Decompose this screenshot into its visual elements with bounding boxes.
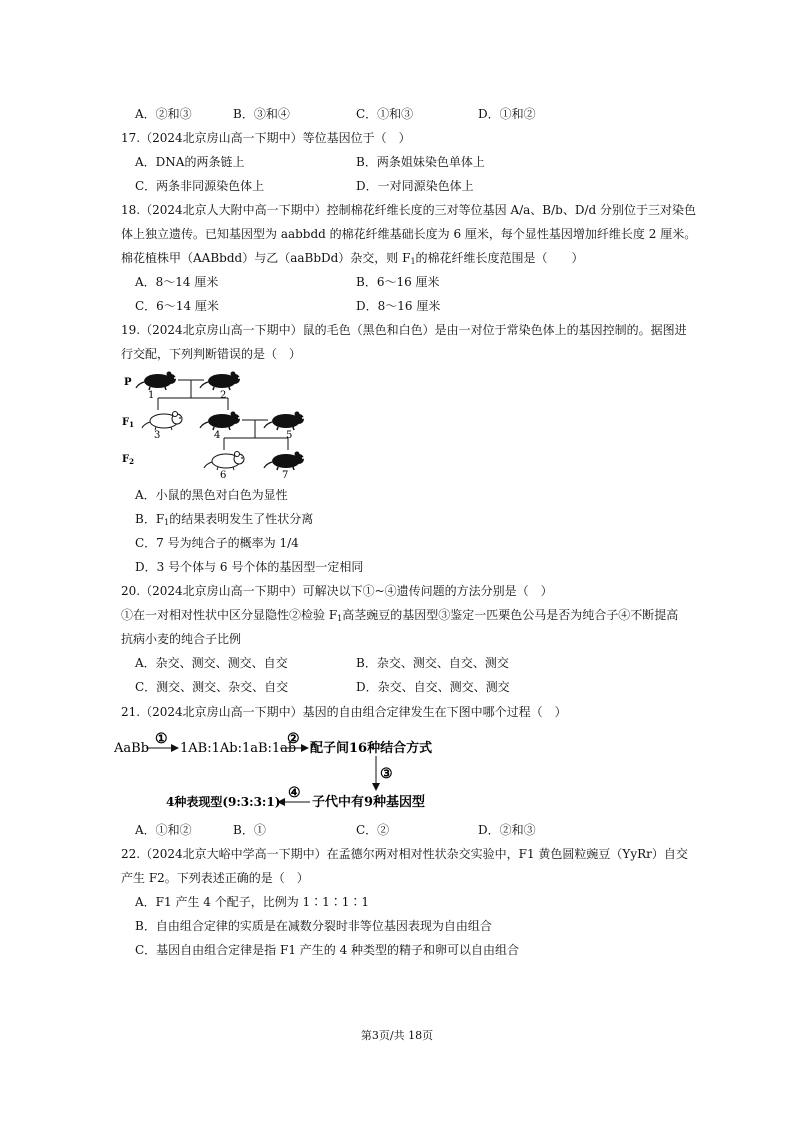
q20-option-b[interactable]: B．杂交、测交、自交、测交	[356, 656, 509, 670]
id-1: 1	[148, 390, 155, 401]
q18-option-d[interactable]: D．8～16 厘米	[356, 299, 441, 313]
q20-desc-line-2: 抗病小麦的纯合子比例	[121, 632, 242, 646]
q16-option-b[interactable]: B．③和④	[233, 107, 290, 121]
gen-label-f2-sub: 2	[129, 457, 134, 466]
q20-stem: 20.（2024北京房山高一下期中）可解决以下①~④遗传问题的方法分别是（ ）	[121, 584, 553, 598]
q18-option-c[interactable]: C．6～14 厘米	[135, 299, 219, 313]
gen-label-p: P	[124, 377, 132, 388]
q20-option-c[interactable]: C．测交、测交、杂交、自交	[135, 680, 289, 694]
id-3: 3	[154, 430, 161, 441]
q18-stem-line-3-tail: 的棉花纤维长度范围是（ ）	[415, 251, 584, 265]
q22-option-a[interactable]: A．F1 产生 4 个配子，比例为 1∶1∶1∶1	[135, 895, 370, 909]
gen-label-f1-letter: F	[122, 417, 130, 428]
gen-label-f1-sub: 1	[129, 420, 134, 429]
q19-option-b-prefix: B．F	[135, 512, 165, 526]
q20-desc-part-1: ①在一对相对性状中区分显隐性②检验 F	[121, 608, 338, 622]
mouse-6-white	[204, 452, 244, 471]
mouse-pedigree-diagram	[118, 368, 318, 483]
flow-step-4: ④	[288, 785, 301, 801]
q19-stem-line-1: 19.（2024北京房山高一下期中）鼠的毛色（黑色和白色）是由一对位于常染色体上的基因控制的。据图进	[121, 323, 687, 337]
id-2: 2	[220, 390, 227, 401]
q17-option-a[interactable]: A．DNA的两条链上	[135, 155, 245, 169]
q18-stem-line-1: 18.（2024北京人大附中高一下期中）控制棉花纤维长度的三对等位基因 A/a、B/b、D/d 分别位于三对染色	[121, 203, 697, 217]
flow-step-3: ③	[380, 766, 393, 782]
q20-option-a[interactable]: A．杂交、测交、测交、自交	[135, 656, 288, 670]
q17-option-b[interactable]: B．两条姐妹染色单体上	[356, 155, 485, 169]
q21-option-b[interactable]: B．①	[233, 823, 266, 837]
id-4: 4	[214, 430, 221, 441]
q20-desc-part-2: 高茎豌豆的基因型③鉴定一匹栗色公马是否为纯合子④不断提高	[342, 608, 679, 622]
q20-desc-line-1	[121, 606, 678, 628]
q22-stem-line-1: 22.（2024北京大峪中学高一下期中）在孟德尔两对相对性状杂交实验中，F1 黄色圆粒豌豆（YyRr）自交	[121, 847, 688, 861]
id-7: 7	[282, 470, 289, 481]
q21-option-c[interactable]: C．②	[356, 823, 390, 837]
q17-option-d[interactable]: D．一对同源染色体上	[356, 179, 474, 193]
flow-phenotypes: 4种表现型(9:3:3:1)	[166, 795, 281, 809]
q19-option-c[interactable]: C．7 号为纯合子的概率为 1/4	[135, 536, 299, 550]
mouse-4-black	[200, 412, 240, 431]
q22-option-b[interactable]: B．自由组合定律的实质是在减数分裂时非等位基因表现为自由组合	[135, 919, 492, 933]
mouse-2-black	[200, 372, 240, 391]
q16-option-a[interactable]: A．②和③	[135, 107, 192, 121]
gene-flow-diagram	[112, 726, 452, 816]
q21-option-d[interactable]: D．②和③	[478, 823, 536, 837]
q19-option-b-text: 的结果表明发生了性状分离	[169, 512, 314, 526]
q18-stem-line-2: 体上独立遗传。已知基因型为 aabbdd 的棉花纤维基础长度为 6 厘米，每个显性基因增加纤维长度 2 厘米。	[121, 227, 697, 241]
gen-label-f1	[122, 417, 134, 429]
id-5: 5	[286, 430, 293, 441]
q17-stem: 17.（2024北京房山高一下期中）等位基因位于（ ）	[121, 131, 411, 145]
flow-combos: 配子间16种结合方式	[310, 741, 433, 756]
page-footer: 第3页/共 18页	[360, 1029, 434, 1042]
q18-stem-line-3	[121, 249, 584, 271]
mouse-5-black	[264, 412, 304, 431]
q18-f1-subscript: 1	[410, 257, 416, 266]
flow-start: AaBb	[114, 741, 150, 756]
q21-stem: 21.（2024北京房山高一下期中）基因的自由组合定律发生在下图中哪个过程（ ）	[121, 705, 567, 719]
q19-option-b-sub: 1	[164, 518, 170, 527]
q20-option-d[interactable]: D．杂交、自交、测交、测交	[356, 680, 510, 694]
id-6: 6	[220, 470, 227, 481]
q19-option-d[interactable]: D．3 号个体与 6 号个体的基因型一定相同	[135, 560, 364, 574]
gen-label-f2-letter: F	[122, 454, 130, 465]
q18-option-a[interactable]: A．8～14 厘米	[135, 275, 219, 289]
q22-stem-line-2: 产生 F2。下列表述正确的是（ ）	[121, 871, 309, 885]
q16-option-c[interactable]: C．①和③	[356, 107, 414, 121]
flow-genotypes: 子代中有9种基因型	[312, 795, 426, 810]
q18-option-b[interactable]: B．6～16 厘米	[356, 275, 440, 289]
q19-stem-line-2: 行交配，下列判断错误的是（ ）	[121, 347, 302, 361]
q18-stem-line-3-text: 棉花植株甲（AABbdd）与乙（aaBbDd）杂交，则 F	[121, 251, 411, 265]
q17-option-c[interactable]: C．两条非同源染色体上	[135, 179, 265, 193]
q19-option-b[interactable]	[135, 510, 313, 532]
q21-option-a[interactable]: A．①和②	[135, 823, 192, 837]
q22-option-c[interactable]: C．基因自由组合定律是指 F1 产生的 4 种类型的精子和卵可以自由组合	[135, 943, 520, 957]
mouse-3-white	[142, 412, 182, 431]
gen-label-f2	[122, 454, 134, 466]
mouse-7-black	[264, 452, 304, 471]
flow-gametes: 1AB:1Ab:1aB:1ab	[180, 741, 297, 756]
q20-desc-sub: 1	[337, 614, 343, 623]
q19-option-a[interactable]: A．小鼠的黑色对白色为显性	[135, 488, 288, 502]
q16-option-d[interactable]: D．①和②	[478, 107, 536, 121]
flow-step-2: ②	[287, 731, 300, 747]
flow-step-1: ①	[155, 731, 168, 747]
mouse-1-black	[136, 372, 176, 391]
